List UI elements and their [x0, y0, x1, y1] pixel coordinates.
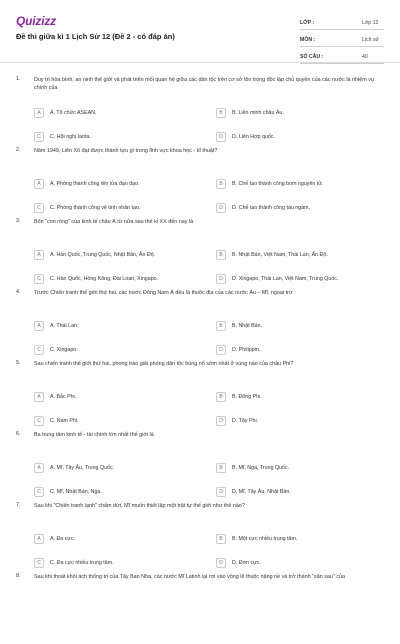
question-number: 2. — [16, 147, 21, 153]
meta-label: LỚP : — [300, 19, 315, 26]
answer-option-b[interactable] — [216, 462, 381, 474]
question-item — [0, 218, 400, 289]
question-number: 3. — [16, 218, 21, 224]
option-label: C. Xingapo. — [50, 347, 78, 353]
answer-option-c[interactable] — [34, 131, 199, 143]
meta-row-subject — [300, 33, 384, 47]
question-number: 8. — [16, 573, 21, 579]
option-label: B. Nhật Bản, Việt Nam, Thái Lan, Ấn Độ. — [232, 252, 328, 258]
option-letter-box: B — [216, 463, 226, 473]
question-number: 4. — [16, 289, 21, 295]
option-letter-box: A — [34, 179, 44, 189]
question-number: 1. — [16, 76, 21, 82]
option-label: C. Đa cực nhiều trung tâm. — [50, 560, 114, 566]
option-label: D. Đơn cực. — [232, 560, 261, 566]
option-label: D. Mĩ, Tây Âu, Nhật Bản. — [232, 489, 291, 495]
question-item — [0, 573, 400, 644]
question-number: 5. — [16, 360, 21, 366]
option-label: D. Liên Hợp quốc. — [232, 134, 275, 140]
answer-option-a[interactable] — [34, 107, 199, 119]
option-letter-box: B — [216, 179, 226, 189]
option-letter-box: D — [216, 132, 226, 142]
question-item — [0, 431, 400, 502]
option-letter-box: D — [216, 416, 226, 426]
option-label: C. Nam Phi. — [50, 418, 79, 424]
option-letter-box: C — [34, 203, 44, 213]
answer-option-d[interactable] — [216, 131, 381, 143]
answer-option-c[interactable] — [34, 415, 199, 427]
option-label: A. Tổ chức ASEAN. — [50, 110, 97, 116]
option-label: B. Một cực nhiều trung tâm. — [232, 536, 298, 542]
answer-option-a[interactable] — [34, 533, 199, 545]
answer-option-d[interactable] — [216, 273, 381, 285]
answer-option-d[interactable] — [216, 415, 381, 427]
answer-option-d[interactable] — [216, 486, 381, 498]
answer-option-b[interactable] — [216, 391, 381, 403]
option-label: C. Hội nghị Ianta. — [50, 134, 91, 140]
answer-option-a[interactable] — [34, 462, 199, 474]
question-number: 7. — [16, 502, 21, 508]
option-letter-box: C — [34, 487, 44, 497]
answer-option-a[interactable] — [34, 178, 199, 190]
option-label: D. Chế tạo thành công tàu ngầm. — [232, 205, 311, 211]
answer-option-b[interactable] — [216, 320, 381, 332]
option-letter-box: B — [216, 392, 226, 402]
option-label: B. Nhật Bản. — [232, 323, 263, 329]
meta-info — [300, 16, 384, 67]
option-label: C. Mĩ, Nhật Bản, Nga. — [50, 489, 102, 495]
answer-option-a[interactable] — [34, 249, 199, 261]
question-item — [0, 360, 400, 431]
answer-option-c[interactable] — [34, 344, 199, 356]
meta-value: Lịch sử — [362, 36, 380, 43]
question-list — [0, 76, 400, 644]
question-text: Sau khi "Chiến tranh lạnh" chấm dứt, Mĩ muốn thiết lập một trật tự thế giới như thế nào? — [34, 503, 245, 509]
question-text: Năm 1949, Liên Xô đạt được thành tựu gì trong lĩnh vực khoa học - kĩ thuật? — [34, 148, 218, 154]
answer-option-c[interactable] — [34, 557, 199, 569]
question-text: Duy trì hòa bình, an ninh thế giới và phát triển mối quan hệ giữa các dân tộc trên cơ sở tôn trọng độc lập chủ quyền của các nước là nhiệm vụ chính của — [34, 77, 374, 91]
answer-option-c[interactable] — [34, 486, 199, 498]
answer-option-d[interactable] — [216, 557, 381, 569]
option-letter-box: D — [216, 487, 226, 497]
option-letter-box: D — [216, 274, 226, 284]
option-letter-box: C — [34, 416, 44, 426]
page-title: Đề thi giữa kì 1 Lịch Sử 12 (Đề 2 - có đáp án) — [16, 32, 175, 41]
option-letter-box: A — [34, 108, 44, 118]
option-label: B. Đông Phi. — [232, 394, 262, 400]
question-item — [0, 76, 400, 147]
option-label: C. Hàn Quốc, Hồng Kông, Đài Loan, Xingapo. — [50, 276, 159, 282]
option-label: A. Hàn Quốc, Trung Quốc, Nhật Bản, Ấn Độ. — [50, 252, 156, 258]
question-text: Bốn "con rồng" của kinh tế châu Á từ nửa sau thế kỉ XX đến nay là — [34, 219, 194, 225]
meta-row-class — [300, 16, 384, 30]
question-text: Ba trung tâm kinh tế - tài chính lớn nhất thế giới là — [34, 432, 154, 438]
answer-option-d[interactable] — [216, 202, 381, 214]
option-letter-box: B — [216, 534, 226, 544]
option-label: A. Thái Lan. — [50, 323, 79, 329]
worksheet-header — [0, 0, 400, 60]
option-letter-box: B — [216, 250, 226, 260]
option-letter-box: D — [216, 558, 226, 568]
question-number: 6. — [16, 431, 21, 437]
question-text: Trước Chiến tranh thế giới thứ hai, các nước Đông Nam Á đều là thuộc địa của các nước Âu – Mĩ, ngoại trừ — [34, 290, 293, 296]
answer-option-b[interactable] — [216, 249, 381, 261]
answer-option-a[interactable] — [34, 391, 199, 403]
meta-label: SỐ CÂU : — [300, 53, 324, 60]
answer-option-b[interactable] — [216, 178, 381, 190]
option-label: A. Đa cực. — [50, 536, 76, 542]
question-item — [0, 289, 400, 360]
meta-label: MÔN : — [300, 36, 316, 43]
option-label: B. Liên minh châu Âu. — [232, 110, 284, 116]
quizizz-logo: Quizizz — [16, 14, 56, 28]
question-text: Sau khi thoát khỏi ách thống trị của Tây Ban Nha, các nước Mĩ Latinh lại rơi vào vòng lệ thuộc nặng nề và trở thành "sân sau" của — [34, 574, 346, 580]
option-label: D. Xingapo, Thái Lan, Việt Nam, Trung Quốc. — [232, 276, 339, 282]
option-letter-box: A — [34, 392, 44, 402]
question-text: Sau chiến tranh thế giới thứ hai, phong trào giải phóng dân tộc bùng nổ sớm nhất ở vùng nào của châu Phi? — [34, 361, 294, 367]
option-letter-box: A — [34, 321, 44, 331]
option-letter-box: A — [34, 534, 44, 544]
option-label: A. Mĩ, Tây Âu, Trung Quốc. — [50, 465, 115, 471]
answer-option-b[interactable] — [216, 533, 381, 545]
option-label: A. Bắc Phi. — [50, 394, 77, 400]
option-letter-box: D — [216, 345, 226, 355]
option-letter-box: C — [34, 274, 44, 284]
answer-option-a[interactable] — [34, 320, 199, 332]
option-letter-box: C — [34, 558, 44, 568]
option-label: C. Phóng thành công vệ tinh nhân tạo. — [50, 205, 141, 211]
option-letter-box: D — [216, 203, 226, 213]
option-label: D. Philippin. — [232, 347, 261, 353]
option-letter-box: C — [34, 132, 44, 142]
answer-option-b[interactable] — [216, 107, 381, 119]
option-letter-box: C — [34, 345, 44, 355]
option-label: B. Chế tạo thành công bom nguyên tử. — [232, 181, 324, 187]
option-letter-box: B — [216, 108, 226, 118]
answer-option-c[interactable] — [34, 202, 199, 214]
question-item — [0, 502, 400, 573]
option-label: A. Phóng thành công tên lửa đạn đạo. — [50, 181, 140, 187]
option-label: B. Mĩ, Nga, Trung Quốc. — [232, 465, 290, 471]
option-letter-box: A — [34, 463, 44, 473]
meta-value: Lớp 12 — [362, 19, 379, 26]
question-item — [0, 147, 400, 218]
answer-option-c[interactable] — [34, 273, 199, 285]
meta-value: 40 — [362, 53, 368, 60]
option-letter-box: A — [34, 250, 44, 260]
header-divider — [0, 62, 400, 63]
answer-option-d[interactable] — [216, 344, 381, 356]
option-label: D. Tây Phi. — [232, 418, 259, 424]
option-letter-box: B — [216, 321, 226, 331]
